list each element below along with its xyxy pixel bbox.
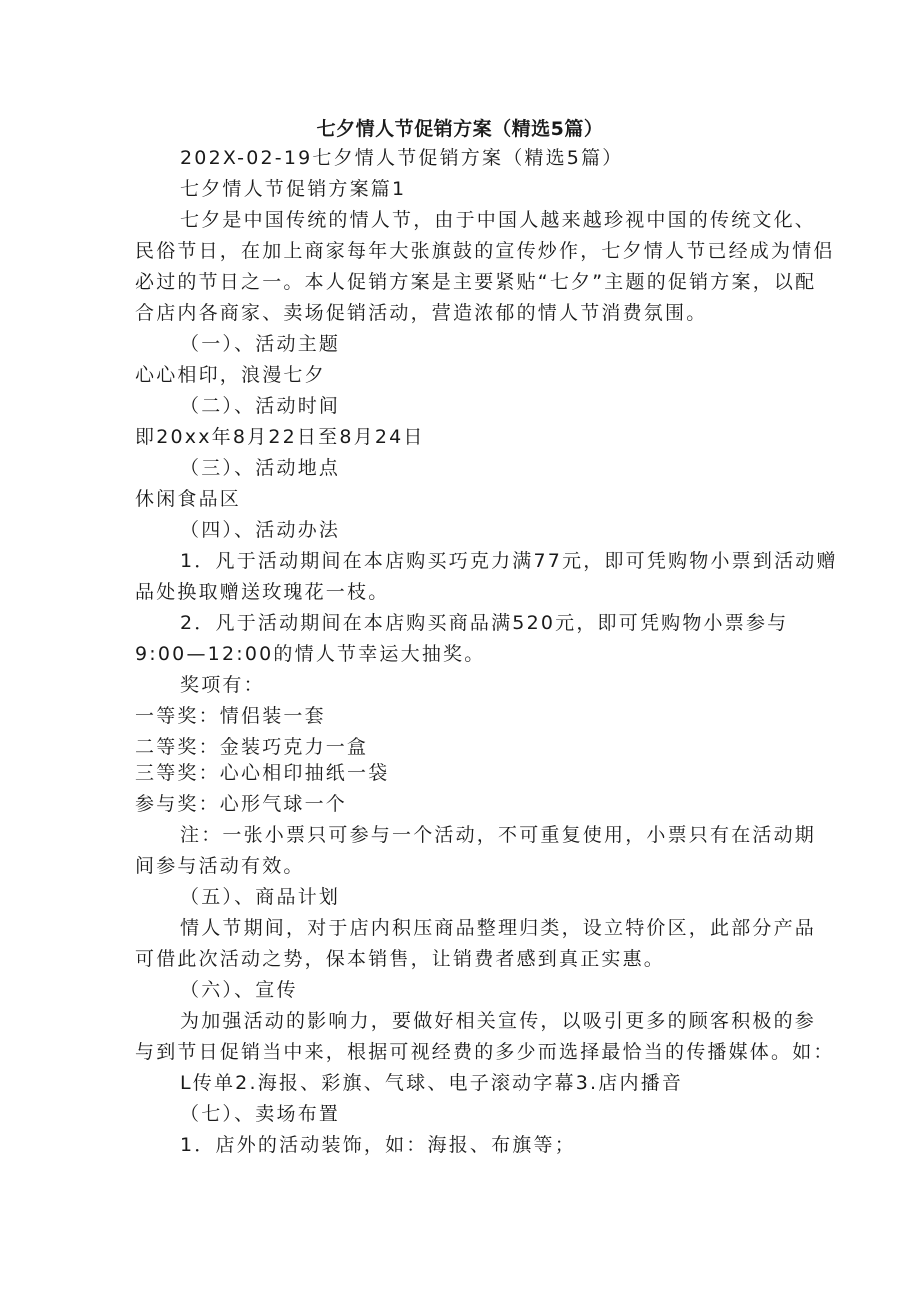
prize-line: 参与奖：心形气球一个 (135, 793, 348, 815)
paragraph-line: L传单2.海报、彩旗、气球、电子滚动字幕3.店内播音 (180, 1072, 684, 1094)
paragraph-line: 与到节日促销当中来，根据可视经费的多少而选择最恰当的传播媒体。如： (135, 1041, 835, 1063)
note-line: 间参与活动有效。 (135, 855, 305, 877)
paragraph-line: 合店内各商家、卖场促销活动，营造浓郁的情人节消费氛围。 (135, 302, 708, 324)
body-line: 奖项有： (180, 674, 265, 696)
subsection-heading: （六）、宣传 (180, 979, 298, 1001)
subsection-heading: （五）、商品计划 (180, 886, 341, 908)
paragraph-line: 必过的节日之一。本人促销方案是主要紧贴“七夕”主题的促销方案，以配 (135, 271, 817, 293)
body-line: 休闲食品区 (135, 488, 242, 510)
section-heading: 七夕情人节促销方案篇1 (180, 178, 407, 200)
list-item-line: 1．凡于活动期间在本店购买巧克力满77元，即可凭购物小票到活动赠 (180, 550, 838, 572)
subsection-heading: （四）、活动办法 (180, 519, 341, 541)
prize-line: 二等奖：金装巧克力一盒 (135, 736, 369, 758)
prize-line: 一等奖：情侣装一套 (135, 705, 326, 727)
document-title: 七夕情人节促销方案（精选5篇） (316, 118, 604, 140)
paragraph-line: 为加强活动的影响力，要做好相关宣传，以吸引更多的顾客积极的参 (180, 1010, 817, 1032)
date-line: 202X-02-19七夕情人节促销方案（精选5篇） (180, 147, 624, 169)
paragraph-line: 情人节期间，对于店内积压商品整理归类，设立特价区，此部分产品 (180, 917, 817, 939)
paragraph-line: 七夕是中国传统的情人节，由于中国人越来越珍视中国的传统文化、 (180, 209, 817, 231)
prize-line: 三等奖：心心相印抽纸一袋 (135, 762, 390, 784)
paragraph-line: 可借此次活动之势，保本销售，让销费者感到真正实惠。 (135, 948, 666, 970)
list-item-line: 品处换取赠送玫瑰花一枝。 (135, 581, 390, 603)
note-line: 注：一张小票只可参与一个活动，不可重复使用，小票只有在活动期 (180, 824, 817, 846)
list-item-line: 2．凡于活动期间在本店购买商品满520元，即可凭购物小票参与 (180, 612, 789, 634)
paragraph-line: 民俗节日，在加上商家每年大张旗鼓的宣传炒作，七夕情人节已经成为情侣 (135, 240, 835, 262)
list-item-line: 1．店外的活动装饰，如：海报、布旗等； (180, 1134, 576, 1156)
subsection-heading: （一）、活动主题 (180, 333, 341, 355)
subsection-heading: （七）、卖场布置 (180, 1103, 341, 1125)
list-item-line: 9:00—12:00的情人节幸运大抽奖。 (135, 643, 486, 665)
body-line: 心心相印，浪漫七夕 (135, 364, 326, 386)
body-line: 即20xx年8月22日至8月24日 (135, 426, 425, 448)
subsection-heading: （三）、活动地点 (180, 457, 341, 479)
subsection-heading: （二）、活动时间 (180, 395, 341, 417)
